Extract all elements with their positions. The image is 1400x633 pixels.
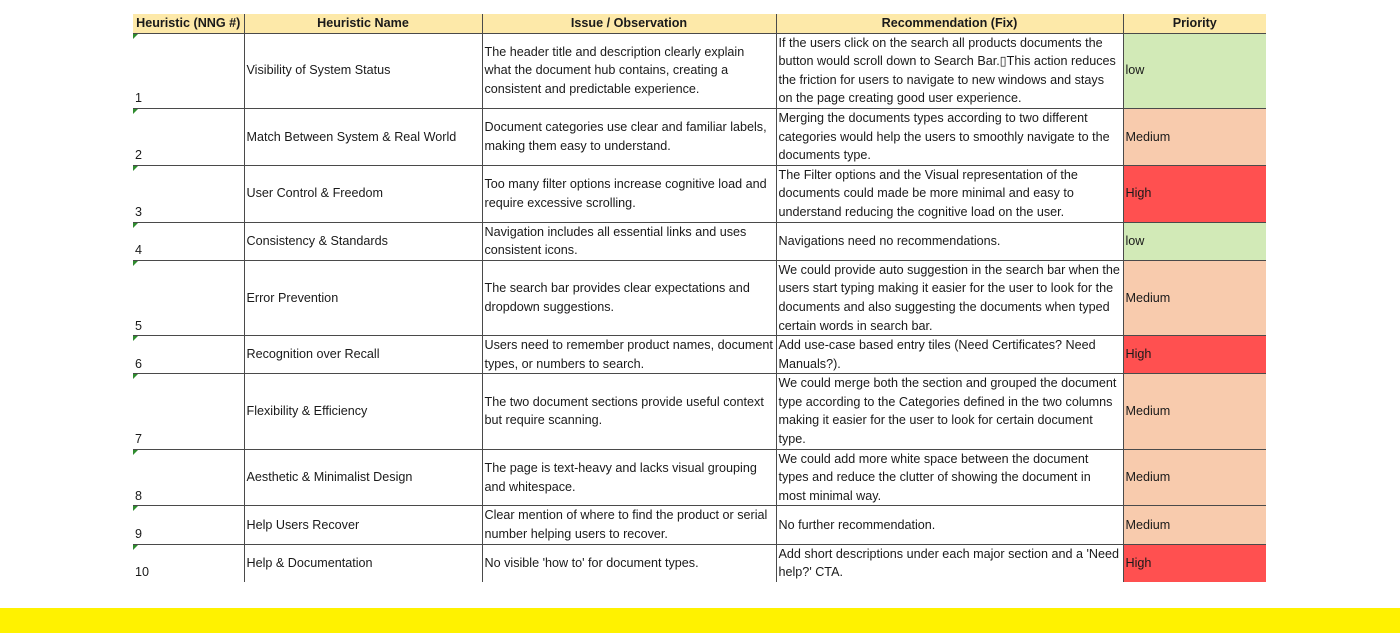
heuristic-number: 7 [133,374,244,449]
priority-cell: High [1123,544,1266,582]
priority-cell: Medium [1123,374,1266,449]
heuristic-number: 5 [133,260,244,335]
issue-observation: Clear mention of where to find the product or serial number helping users to recover. [482,506,776,544]
issue-observation: The page is text-heavy and lacks visual grouping and whitespace. [482,449,776,506]
heuristic-number: 3 [133,165,244,222]
heuristic-name: Visibility of System Status [244,33,482,108]
issue-observation: Document categories use clear and familiar labels, making them easy to understand. [482,108,776,165]
table-row [133,449,1266,506]
recommendation: Navigations need no recommendations. [776,222,1123,260]
table-row [133,108,1266,165]
table-row [133,336,1266,374]
heuristic-evaluation-table [133,14,1266,582]
recommendation: Add short descriptions under each major section and a 'Need help?' CTA. [776,544,1123,582]
heuristic-name: User Control & Freedom [244,165,482,222]
heuristic-name: Consistency & Standards [244,222,482,260]
priority-cell: High [1123,165,1266,222]
heuristic-name: Aesthetic & Minimalist Design [244,449,482,506]
recommendation: We could merge both the section and grouped the document type according to the Categories defined in the two columns making it easier for the user to look for certain document type. [776,374,1123,449]
priority-cell: Medium [1123,449,1266,506]
issue-observation: Too many filter options increase cognitive load and require excessive scrolling. [482,165,776,222]
priority-cell: low [1123,33,1266,108]
issue-observation: The two document sections provide useful context but require scanning. [482,374,776,449]
heuristic-name: Help Users Recover [244,506,482,544]
heuristic-name: Error Prevention [244,260,482,335]
priority-cell: low [1123,222,1266,260]
heuristic-number: 10 [133,544,244,582]
heuristic-number: 2 [133,108,244,165]
table-row [133,374,1266,449]
priority-cell: Medium [1123,260,1266,335]
heuristic-number: 9 [133,506,244,544]
heuristic-number: 6 [133,336,244,374]
issue-observation: No visible 'how to' for document types. [482,544,776,582]
header-issue-observation: Issue / Observation [482,14,776,33]
table-row [133,222,1266,260]
heuristic-name: Match Between System & Real World [244,108,482,165]
table-row [133,33,1266,108]
heuristic-number: 4 [133,222,244,260]
heuristic-name: Flexibility & Efficiency [244,374,482,449]
table-row [133,165,1266,222]
heuristic-number: 8 [133,449,244,506]
table-row [133,544,1266,582]
recommendation: The Filter options and the Visual representation of the documents could made be more minimal and easy to understand reducing the cognitive load on the user. [776,165,1123,222]
table-row [133,260,1266,335]
recommendation: If the users click on the search all products documents the button would scroll down to Search Bar.▯This action reduces the friction for users to navigate to new windows and stays on the page creating good user experience. [776,33,1123,108]
issue-observation: Navigation includes all essential links and uses consistent icons. [482,222,776,260]
priority-cell: High [1123,336,1266,374]
header-heuristic-name: Heuristic Name [244,14,482,33]
heuristic-name: Recognition over Recall [244,336,482,374]
recommendation: No further recommendation. [776,506,1123,544]
recommendation: We could provide auto suggestion in the search bar when the users start typing making it easier for the user to look for the documents and also suggesting the documents when typed certain words in search bar. [776,260,1123,335]
bottom-accent-bar [0,608,1400,633]
table-row [133,506,1266,544]
recommendation: We could add more white space between the document types and reduce the clutter of showing the document in most minimal way. [776,449,1123,506]
issue-observation: The header title and description clearly explain what the document hub contains, creating a consistent and predictable experience. [482,33,776,108]
header-recommendation: Recommendation (Fix) [776,14,1123,33]
header-priority: Priority [1123,14,1266,33]
heuristic-number: 1 [133,33,244,108]
table-header-row [133,14,1266,33]
header-heuristic-number: Heuristic (NNG #) [133,14,244,33]
issue-observation: Users need to remember product names, document types, or numbers to search. [482,336,776,374]
heuristic-name: Help & Documentation [244,544,482,582]
issue-observation: The search bar provides clear expectations and dropdown suggestions. [482,260,776,335]
priority-cell: Medium [1123,108,1266,165]
priority-cell: Medium [1123,506,1266,544]
recommendation: Add use-case based entry tiles (Need Certificates? Need Manuals?). [776,336,1123,374]
recommendation: Merging the documents types according to two different categories would help the users to smoothly navigate to the documents type. [776,108,1123,165]
